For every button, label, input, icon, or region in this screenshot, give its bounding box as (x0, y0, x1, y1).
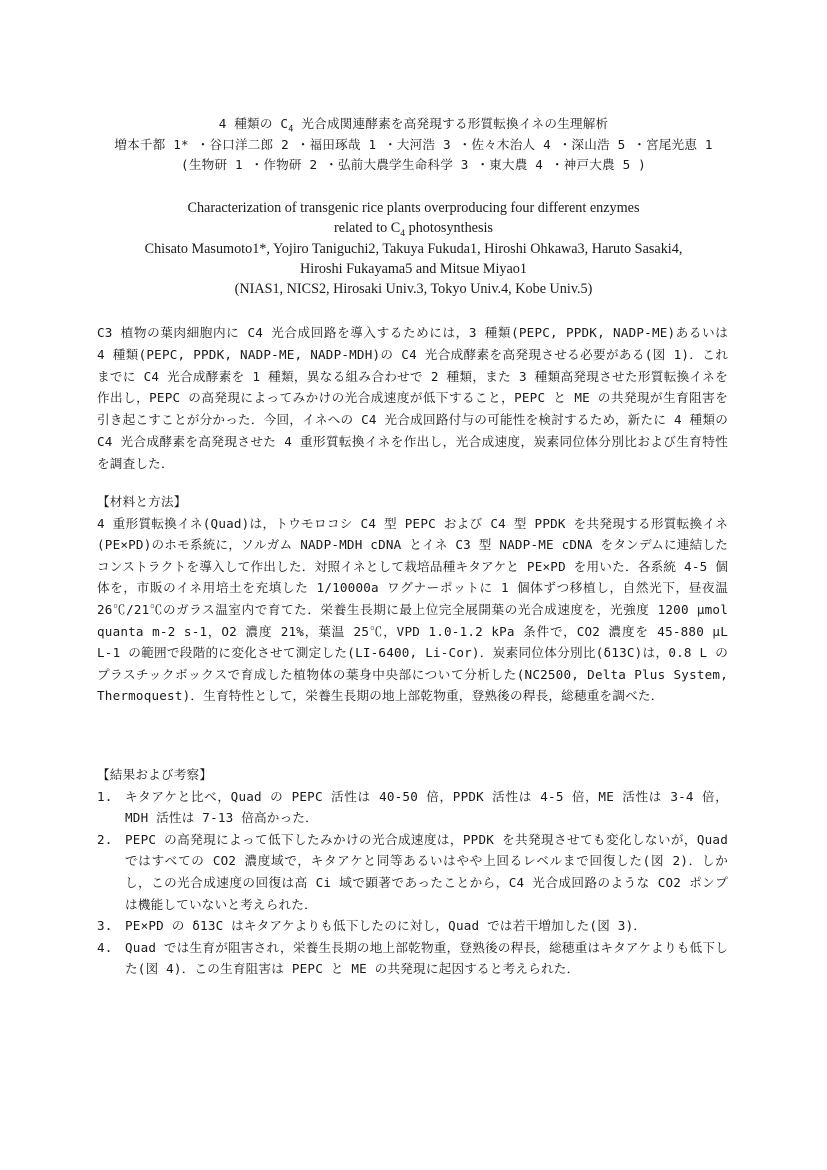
list-item-text: PEPC の高発現によって低下したみかけの光合成速度は，PPDK を共発現させても変化しないが，Quad ではすべての CO2 濃度域で，キタアケと同等あるいはやや上回るレベルまで回復した(図 2)．しかし，この光合成速度の回復は高 Ci 域で顕著であったことから，C4 光合成回路のような CO2 ポンプは機能していないと考えられた． (125, 831, 728, 912)
english-affiliations: (NIAS1, NICS2, Hirosaki Univ.3, Tokyo Univ.4, Kobe Univ.5) (234, 281, 593, 298)
english-authors-line2: Hiroshi Fukayama5 and Mitsue Miyao1 (300, 260, 527, 277)
list-item-text: キタアケと比べ，Quad の PEPC 活性は 40-50 倍，PPDK 活性は 4-5 倍，ME 活性は 3-4 倍，MDH 活性は 7-13 倍高かった． (125, 788, 728, 826)
introduction-paragraph: C3 植物の葉肉細胞内に C4 光合成回路を導入するためには，3 種類(PEPC, PPDK, NADP-ME)あるいは 4 種類(PEPC, PPDK, NADP-ME, NADP-MDH)の C4 光合成酵素を高発現させる必要がある(図 1)．これまでに C4 光合成酵素を 1 種類，異なる組み合わせで 2 種類，また 3 種類高発現させた形質転換イネを作出し，PEPC の高発現によってみかけの光合成速度が低下すること，PEPC と ME の共発現が生育阻害を引き起こすことが分かった．今回，イネへの C4 光合成回路付与の可能性を検討するため，新たに 4 種類の C4 光合成酵素を高発現させた 4 重形質転換イネを作出し，光合成速度，炭素同位体分別比および生育特性を調査した． (97, 325, 728, 471)
english-title-line2 (0, 218, 827, 238)
english-title-line2-sub: 4 (400, 228, 406, 240)
list-item-number: 4. (97, 939, 113, 955)
japanese-title (0, 114, 827, 135)
list-item (97, 937, 728, 980)
english-title-line2-post: photosynthesis (405, 220, 493, 237)
japanese-title-sub: 4 (288, 124, 294, 135)
japanese-header (0, 114, 827, 176)
list-item-text: PE×PD の δ13C はキタアケよりも低下したのに対し，Quad では若干増加した(図 3)． (125, 918, 647, 934)
english-header (0, 198, 827, 299)
list-item-number: 2. (97, 831, 113, 847)
results-section (97, 764, 728, 980)
english-authors-line1: Chisato Masumoto1*, Yojiro Taniguchi2, Takuya Fukuda1, Hiroshi Ohkawa3, Haruto Sasaki4, (144, 240, 683, 257)
methods-heading: 【材料と方法】 (97, 494, 187, 509)
list-item-number: 3. (97, 918, 113, 934)
list-item (97, 829, 728, 915)
list-item-number: 1. (97, 788, 113, 804)
list-item (97, 786, 728, 829)
methods-section (97, 491, 728, 707)
results-heading: 【結果および考察】 (97, 767, 213, 782)
english-title-line2-pre: related to C (334, 220, 401, 237)
list-item (97, 915, 728, 937)
methods-paragraph: 4 重形質転換イネ(Quad)は，トウモロコシ C4 型 PEPC および C4 型 PPDK を共発現する形質転換イネ(PE×PD)のホモ系統に，ソルガム NADP-MDH cDNA とイネ C3 型 NADP-ME cDNA をタンデムに連結したコンストラクトを導入して作出した．対照イネとして栽培品種キタアケと PE×PD を用いた．各系統 4-5 個体を，市販のイネ用培土を充填した 1/10000a ワグナーポットに 1 個体ずつ移植し，自然光下，昼夜温 26℃/21℃のガラス温室内で育てた．栄養生長期に最上位完全展開葉の光合成速度を，光強度 1200 µmol quanta m-2 s-1，O2 濃度 21%，葉温 25℃，VPD 1.0-1.2 kPa 条件で，CO2 濃度を 45-880 µL L-1 の範囲で段階的に変化させて測定した(LI-6400, Li-Cor)．炭素同位体分別比(δ13C)は，0.8 L のプラスチックボックスで育成した植物体の葉身中央部について分析した(NC2500, Delta Plus System, Thermoquest)．生育特性として，栄養生長期の地上部乾物重，登熟後の稈長，総穂重を調べた． (97, 515, 728, 704)
japanese-title-post: 光合成関連酵素を高発現する形質転換イネの生理解析 (293, 116, 609, 131)
japanese-title-pre: 4 種類の C (218, 116, 289, 131)
japanese-authors: 増本千都 1* ・谷口洋二郎 2 ・福田琢哉 1 ・大河浩 3 ・佐々木治人 4 ・深山浩 5 ・宮尾光恵 1 (114, 136, 713, 152)
list-item-text: Quad では生育が阻害され，栄養生長期の地上部乾物重，登熟後の稈長，総穂重はキタアケよりも低下した(図 4)．この生育阻害は PEPC と ME の共発現に起因すると考えられた． (125, 939, 728, 977)
results-list (97, 786, 728, 980)
japanese-affiliations: (生物研 1 ・作物研 2 ・弘前大農学生命科学 3 ・東大農 4 ・神戸大農 5 ) (181, 157, 646, 172)
english-title-line1: Characterization of transgenic rice plants overproducing four different enzymes (187, 200, 640, 216)
